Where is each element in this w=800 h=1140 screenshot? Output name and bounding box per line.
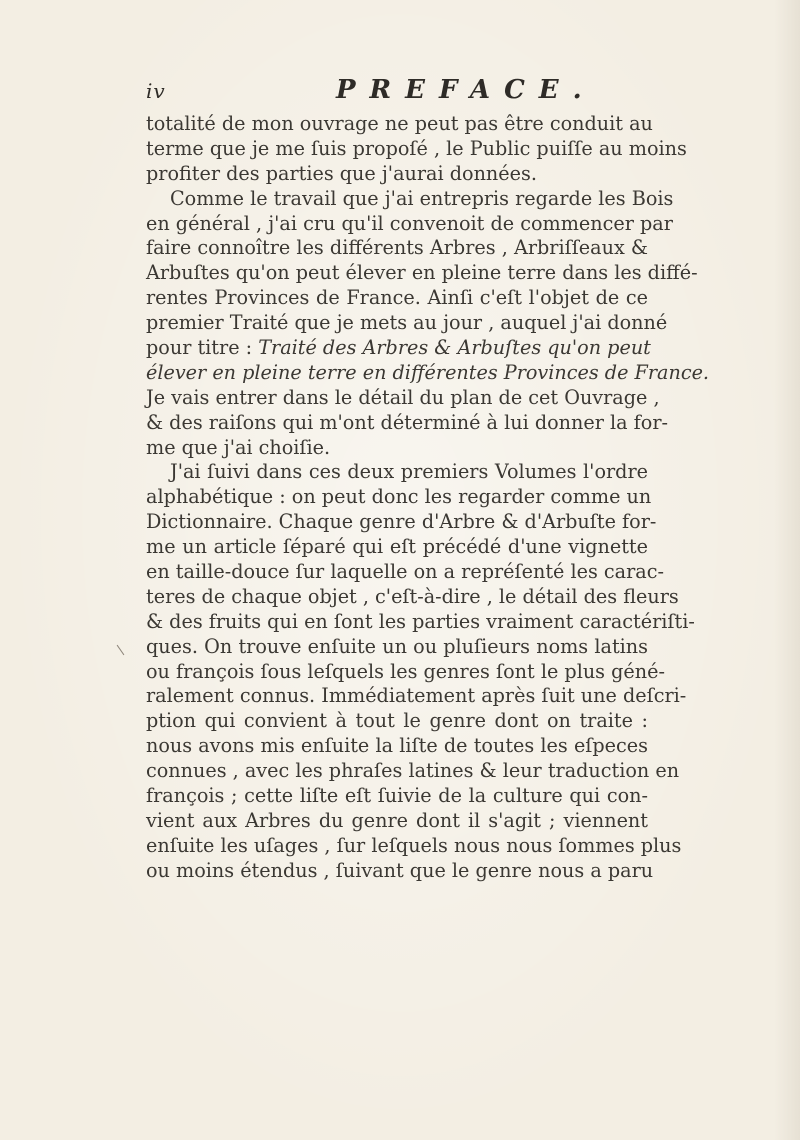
text-line: faire connoître les différents Arbres , Arbriſſeaux & <box>146 236 648 260</box>
text-line: ption qui convient à tout le genre dont on traite : <box>146 709 648 733</box>
text-line: pour titre : Traité des Arbres & Arbuſtes qu'on peut <box>146 336 651 360</box>
text-line: Je vais entrer dans le détail du plan de cet Ouvrage , <box>146 385 660 409</box>
text-line: alphabétique : on peut donc les regarder comme un <box>146 485 652 509</box>
text-line: ques. On trouve enſuite un ou pluſieurs noms latins <box>146 634 648 658</box>
text-line: Dictionnaire. Chaque genre d'Arbre & d'Arbuſte for- <box>146 510 657 534</box>
text-line: nous avons mis enſuite la liſte de toutes les eſpeces <box>146 734 648 758</box>
text-line: terme que je me ſuis propoſé , le Public puiſſe au moins <box>146 136 687 160</box>
text-line: & des fruits qui en ſont les parties vraiment caractériſti- <box>146 609 695 633</box>
page-number: iv <box>146 79 166 103</box>
text-line: ou françois ſous leſquels les genres ſont le plus géné- <box>146 659 665 683</box>
text-line: me que j'ai choiſie. <box>146 435 331 459</box>
text-line: profiter des parties que j'aurai données. <box>146 161 537 185</box>
text-line: en taille-douce ſur laquelle on a repréſenté les carac- <box>146 560 664 584</box>
text-line: teres de chaque objet , c'eſt-à-dire , le détail des fleurs <box>146 584 679 608</box>
text-line: françois ; cette liſte eſt ſuivie de la culture qui con- <box>146 784 648 808</box>
text-line: J'ai ſuivi dans ces deux premiers Volumes l'ordre <box>170 460 648 484</box>
text-line: élever en pleine terre en différentes Provinces de France. <box>146 360 710 384</box>
text-line: rentes Provinces de France. Ainſi c'eſt l'objet de ce <box>146 286 648 310</box>
text-line: & des raiſons qui m'ont déterminé à lui donner la for- <box>146 410 668 434</box>
page-header <box>146 75 666 109</box>
text-line: connues , avec les phraſes latines & leur traduction en <box>146 759 680 783</box>
text-line: vient aux Arbres du genre dont il s'agit ; viennent <box>146 808 648 832</box>
text-line: premier Traité que je mets au jour , auquel j'ai donné <box>146 311 668 335</box>
text-line: Comme le travail que j'ai entrepris regarde les Bois <box>170 186 674 210</box>
running-title: PREFACE. <box>336 75 596 105</box>
margin-mark <box>117 645 125 655</box>
text-line: ou moins étendus , ſuivant que le genre nous a paru <box>146 858 654 882</box>
page-edge-shadow <box>774 0 800 1140</box>
text-line: me un article ſéparé qui eſt précédé d'une vignette <box>146 535 648 559</box>
text-line: totalité de mon ouvrage ne peut pas être conduit au <box>146 112 653 135</box>
body-text <box>146 112 710 884</box>
text-line: en général , j'ai cru qu'il convenoit de commencer par <box>146 211 673 235</box>
text-line: enſuite les uſages , ſur leſquels nous nous ſommes plus <box>146 833 682 857</box>
text-line: Arbuſtes qu'on peut élever en pleine terre dans les diffé- <box>146 261 698 285</box>
text-line: ralement connus. Immédiatement après ſuit une deſcri- <box>146 684 687 708</box>
